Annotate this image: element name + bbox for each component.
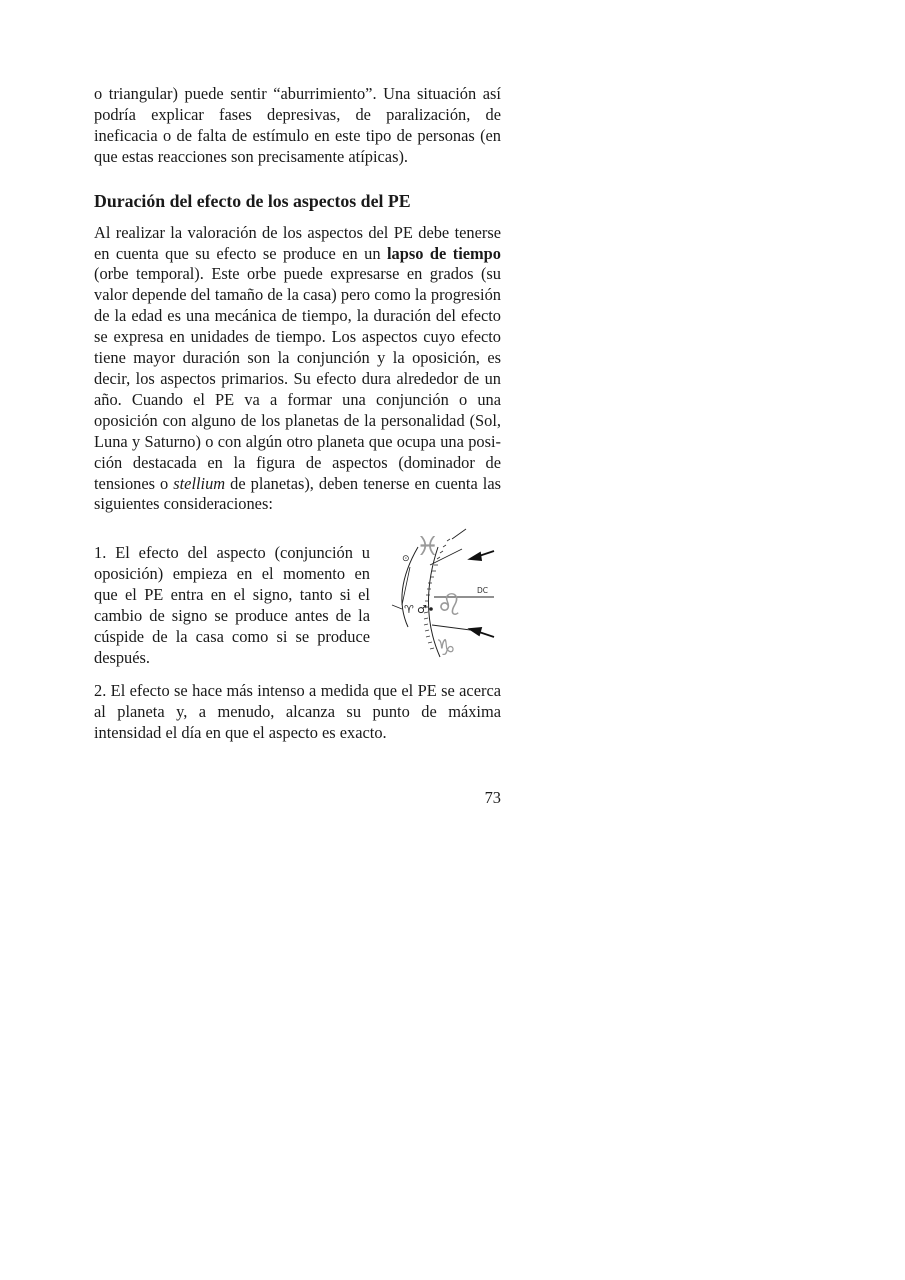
term-lapso-de-tiempo: lapso de tiempo [386,243,501,263]
page-content [94,84,501,807]
paragraph-orbe-part2: (orbe temporal). Este orbe puede expresarse en grados (su valor depende del tamaño de la casa) pero como la progresión de la edad es una mecánica de tiempo, la duración del efecto se expresa en unidades de tiempo. Los aspectos cuyo efecto tiene mayor duración son la conjunción y la oposición, es decir, los aspectos primarios. Su efecto dura alrededor de un año. Cuando el PE va a formar una conjunción o una oposición con alguno de los planetas de la personalidad (Sol, Luna y Saturno) o con algún otro planeta que ocupa una posición destacada en la figura de aspectos (dominador de tensiones o [94,264,501,493]
house-cusp-diagram [390,527,502,667]
pe-symbol: ⊙ [402,554,410,565]
paragraph-orbe-part3: de planetas), deben tenerse en cuenta las siguientes consideraciones: [94,473,501,514]
pe-pointer-stub [392,605,402,609]
arrow-lower [470,628,494,637]
arrow-upper [470,551,494,560]
list-item-2: 2. El efecto se hace más intenso a medida que el PE se acerca al planeta y, a menudo, alcanza su punto de máxima intensidad el día en que el aspecto es exacto. [94,681,501,743]
list-item-1: 1. El efecto del aspecto (conjunción u oposición) empieza en el momento en que el PE entra en el signo, tanto si el cambio de signo se produce antes de la cúspide de la casa como si se produce después. [94,543,370,667]
sign-glyph-middle: ♌ [436,588,463,624]
paragraph-intro: o triangular) puede sentir “aburrimiento”. Una situación así podría explicar fases depresivas, de paralización, de ineficacia o de falta de estímulo en este tipo de personas (en que estas reacciones son precisamente atípicas). [94,84,501,166]
sign-glyph-upper: ♓ [416,532,440,563]
term-stellium: stellium [173,473,226,493]
cusp-top [452,529,466,539]
dc-label: DC [477,586,489,596]
item-1-container [94,543,370,668]
sign-glyph-lower: ♑ [436,636,456,662]
aries-glyph: ♈ [404,603,414,617]
paragraph-orbe [94,223,501,516]
mars-position-dot [429,608,433,612]
figure-block [94,527,501,675]
paragraph-orbe-part1: Al realizar la valoración de los aspectos del PE debe tenerse en cuenta que su efecto se produce en un [94,222,501,263]
mars-glyph: ♂ [417,603,427,617]
section-heading: Duración del efecto de los aspectos del PE [94,190,411,211]
page-number: 73 [484,788,501,807]
